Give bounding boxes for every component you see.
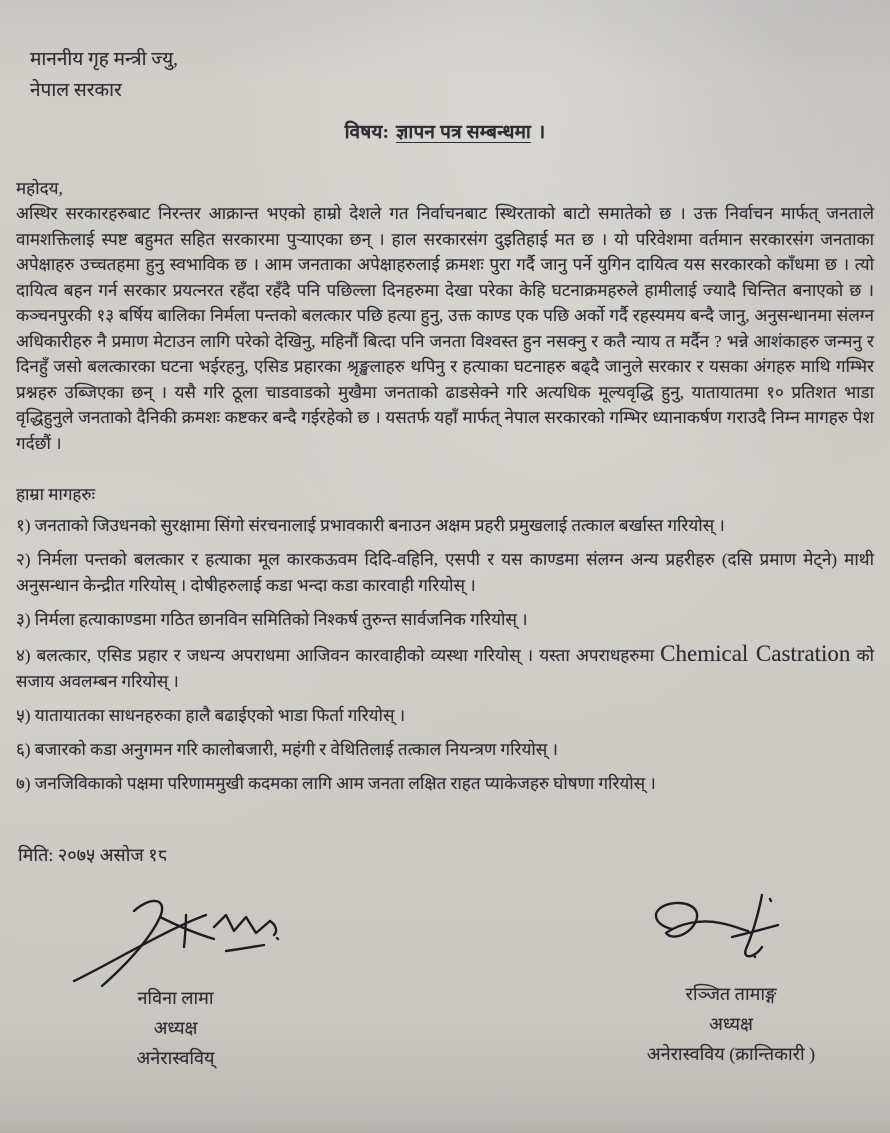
letter-body: अस्थिर सरकारहरुबाट निरन्तर आक्रान्त भएको हाम्रो देशले गत निर्वाचनबाट स्थिरताको बाटो समातेको छ । उक्त निर्वाचन मार्फत् जनताले वामशक्तिलाई स्पष्ट बहुमत सहित सरकारमा पुऱ्याएका छन् । हाल सरकारसंग दुइतिहाई मत छ । यो परिवेशमा वर्तमान सरकारसंग जनताका अपेक्षाहरु उच्चतहमा हुनु स्वभाविक छ । आम जनताका अपेक्षाहरुलाई क्रमशः पुरा गर्दै जानु पर्ने युगिन दायित्व यस सरकारको काँधमा छ । त्यो दायित्व बहन गर्न सरकार प्रयत्नरत रहँदा रहँदै पनि पछिल्ला दिनहरुमा देखा परेका केहि घटनाक्रमहरुले हामीलाई ज्यादै चिन्तित बनाएको छ । कञ्चनपुरकी १३ बर्षिय बालिका निर्मला पन्तको बलत्कार पछि हत्या हुनु, उक्त काण्ड एक पछि अर्को गर्दै रहस्यमय बन्दै जानु, अनुसन्धानमा संलग्न अधिकारीहरु नै प्रमाण मेटाउन लागि परेको देखिनु, महिनौं बित्दा पनि जनता विश्वस्त हुन नसक्नु र कतै न्याय त मर्दैन ? भन्ने आशंकाहरु जन्मनु र दिनहुँ जसो बलत्कारका घटना भईरहनु, एसिड प्रहारका श्रृङ्खलाहरु थपिनु र हत्याका घटनाहरु बढ्दै जानुले सरकार र यसका अंगहरु माथि गम्भिर प्रश्नहरु उब्जिएका छन् । यसै गरि ठूला चाडवाडको मुखैमा जनताको ढाडसेक्ने गरि अत्यधिक मूल्यवृद्धि हुनु, यातायातमा १० प्रतिशत भाडा वृद्धिहुनुले जनताको दैनिकी क्रमशः कष्टकर बन्दै गईरहेको छ । यसतर्फ यहाँ मार्फत् नेपाल सरकारको गम्भिर ध्यानाकर्षण गराउदै निम्न मागहरु पेश गर्दछौं । xyxy=(16,204,874,453)
demand-4-text-before: ४) बलत्कार, एसिड प्रहार र जधन्य अपराधमा आजिवन कारवाहीको व्यस्था गरियोस् । यस्ता अपराधहरुमा xyxy=(16,646,655,665)
signatory-name: रञ्जित तामाङ्ग xyxy=(685,984,777,1004)
signatory-right-block xyxy=(636,889,826,1069)
demand-item-6: ६) बजारको कडा अनुगमन गरि कालोबजारी, महंगी र वेथितिलाई तत्काल नियन्त्रण गरियोस् । xyxy=(16,740,558,759)
date-line: मिति: २०७५ असोज १८ xyxy=(18,845,167,865)
salutation: महोदय, xyxy=(16,179,63,198)
signatory-title: अध्यक्ष xyxy=(709,1014,753,1034)
demand-item-3: ३) निर्मला हत्याकाण्डमा गठित छानविन समितिको निश्कर्ष तुरुन्त सार्वजनिक गरियोस् । xyxy=(16,610,528,629)
recipient-name: माननीय गृह मन्त्री ज्यु, xyxy=(30,49,178,70)
signature-right-icon xyxy=(636,889,826,981)
signature-row xyxy=(16,867,874,1073)
demand-4-text-after: को सजाय अवलम्बन गरियोस् । xyxy=(16,646,874,691)
demand-4-english-term: Chemical Castration xyxy=(660,641,851,666)
subject-danda: । xyxy=(538,122,546,143)
demand-item-5: ५) यातायातका साधनहरुका हालै बढाईएको भाडा फिर्ता गरियोस् । xyxy=(16,706,406,725)
signatory-left-block xyxy=(68,889,283,1073)
signatory-org: अनेरास्वविय् xyxy=(136,1048,215,1068)
signatory-org: अनेरास्वविय (क्रान्तिकारी ) xyxy=(646,1044,816,1064)
subject-line xyxy=(16,118,874,144)
signatory-name: नविना लामा xyxy=(137,988,214,1008)
demand-item-2: २) निर्मला पन्तको बलत्कार र हत्याका मूल कारकऊवम दिदि-वहिनि, एसपी र यस काण्डमा संलग्न अन्य प्रहरीहरु (दसि प्रमाण मेट्ने) माथी अनुसन्धान केन्द्रीत गरियोस् । दोषीहरुलाई कडा भन्दा कडा कारवाही गरियोस् । xyxy=(16,550,874,595)
subject-text: ज्ञापन पत्र सम्बन्धमा xyxy=(396,122,532,143)
demand-item-7: ७) जनजिविकाको पक्षमा परिणाममुखी कदमका लागि आम जनता लक्षित राहत प्याकेजहरु घोषणा गरियोस् । xyxy=(16,774,656,793)
signature-left-icon xyxy=(68,889,283,989)
signatory-title: अध्यक्ष xyxy=(153,1018,198,1038)
demands-heading: हाम्रा मागहरुः xyxy=(16,485,96,504)
recipient-block xyxy=(30,44,874,106)
recipient-org: नेपाल सरकार xyxy=(30,80,122,101)
demand-item-4 xyxy=(16,641,874,695)
demand-item-1: १) जनताको जिउधनको सुरक्षामा सिंगो संरचनालाई प्रभावकारी बनाउन अक्षम प्रहरी प्रमुखलाई तत्काल बर्खास्त गरियोस् । xyxy=(16,516,725,535)
subject-label: विषय: xyxy=(344,122,390,143)
